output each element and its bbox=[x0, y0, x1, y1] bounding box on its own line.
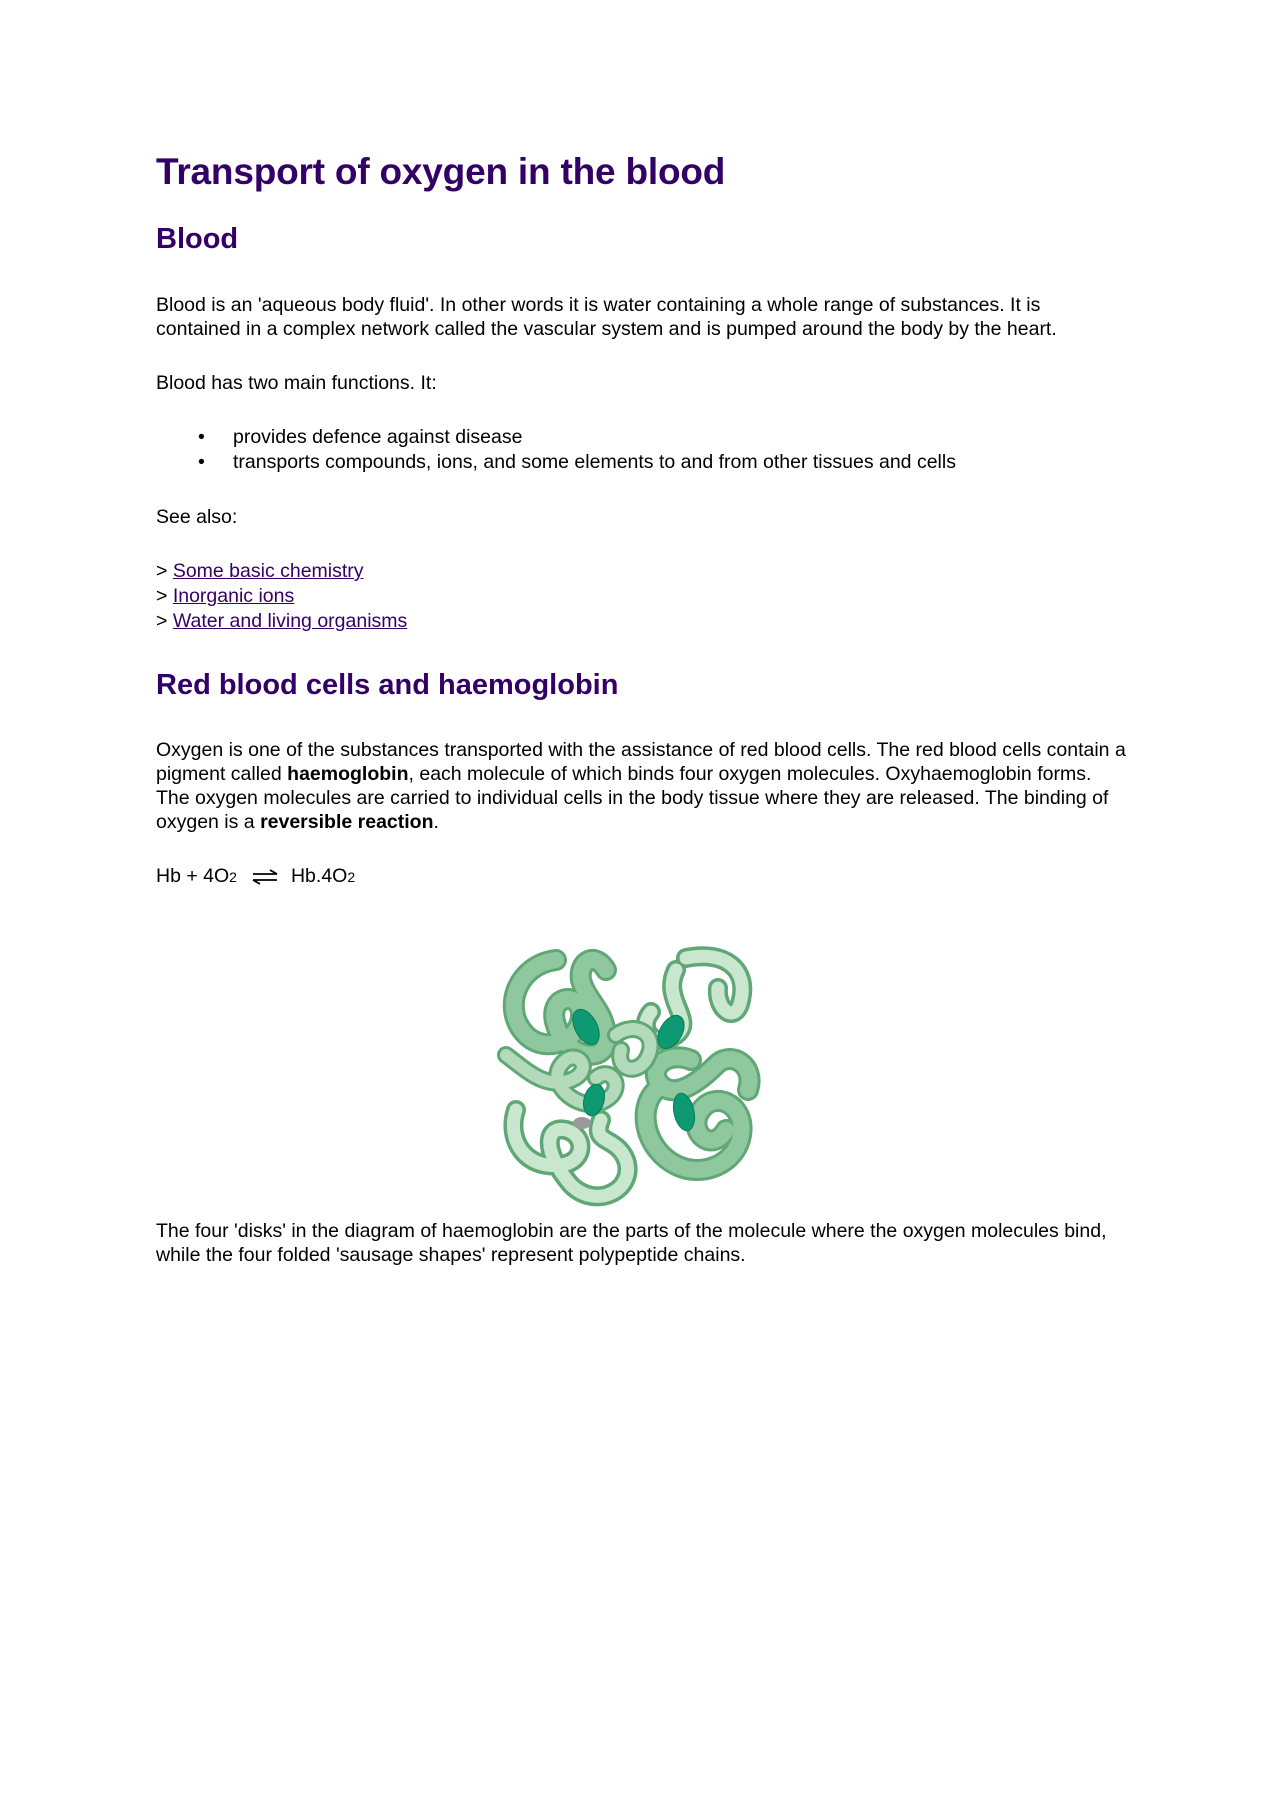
list-item bbox=[156, 425, 1126, 450]
link-inorganic-ions[interactable]: Inorganic ions bbox=[172, 585, 295, 608]
haemoglobin-paragraph-part-2: , each molecule of which binds four oxygen molecules. Oxyhaemoglobin forms. The oxygen molecules are carried to individual cells in the body tissue where they are released. The binding of oxygen is a bbox=[156, 762, 1109, 833]
blood-intro-paragraph: Blood is an 'aqueous body fluid'. In other words it is water containing a whole range of substances. It is contained in a complex network called the vascular system and is pumped around the body by the heart. bbox=[156, 294, 1057, 341]
bullet-icon: • bbox=[198, 426, 205, 449]
equation-left-subscript: 2 bbox=[229, 868, 237, 885]
haemoglobin-term: haemoglobin bbox=[287, 762, 409, 785]
functions-lead-paragraph: Blood has two main functions. It: bbox=[156, 372, 437, 395]
see-also-label: See also: bbox=[156, 506, 238, 529]
list-item-text: transports compounds, ions, and some elements to and from other tissues and cells bbox=[233, 451, 956, 474]
binding-equation bbox=[156, 864, 1126, 889]
link-water-and-living-organisms[interactable]: Water and living organisms bbox=[172, 610, 408, 633]
link-prefix: > bbox=[156, 610, 173, 633]
equilibrium-arrows-icon bbox=[251, 869, 279, 885]
list-item bbox=[156, 450, 1126, 475]
haemoglobin-paragraph-part-3: . bbox=[433, 810, 439, 833]
list-item-text: provides defence against disease bbox=[233, 426, 523, 449]
diagram-caption: The four 'disks' in the diagram of haemoglobin are the parts of the molecule where the oxygen molecules bind, while the four folded 'sausage shapes' represent polypeptide chains. bbox=[156, 1219, 1107, 1266]
see-also-link-row bbox=[156, 584, 1126, 609]
haemoglobin-paragraph bbox=[156, 738, 1126, 834]
haem-disk-shadow bbox=[573, 1117, 591, 1129]
page-title: Transport of oxygen in the blood bbox=[156, 151, 726, 192]
reversible-reaction-term: reversible reaction bbox=[260, 810, 434, 833]
equation-left: Hb + 4O bbox=[156, 864, 230, 887]
see-also-link-row bbox=[156, 559, 1126, 584]
section-heading-blood: Blood bbox=[156, 223, 239, 256]
link-prefix: > bbox=[156, 585, 173, 608]
equation-right: Hb.4O bbox=[290, 864, 348, 887]
see-also-link-row bbox=[156, 609, 1126, 634]
functions-list bbox=[156, 425, 1126, 475]
equation-right-subscript: 2 bbox=[347, 868, 356, 885]
bullet-icon: • bbox=[198, 451, 205, 474]
link-some-basic-chemistry[interactable]: Some basic chemistry bbox=[172, 560, 364, 583]
link-prefix: > bbox=[156, 560, 173, 583]
haemoglobin-diagram bbox=[486, 940, 786, 1210]
document-page bbox=[156, 150, 1126, 1267]
haemoglobin-paragraph-part-1: Oxygen is one of the substances transported with the assistance of red blood cells. The red blood cells contain a pigment called bbox=[156, 738, 1126, 785]
see-also-links bbox=[156, 559, 1126, 634]
section-heading-red-blood-cells: Red blood cells and haemoglobin bbox=[156, 669, 619, 702]
